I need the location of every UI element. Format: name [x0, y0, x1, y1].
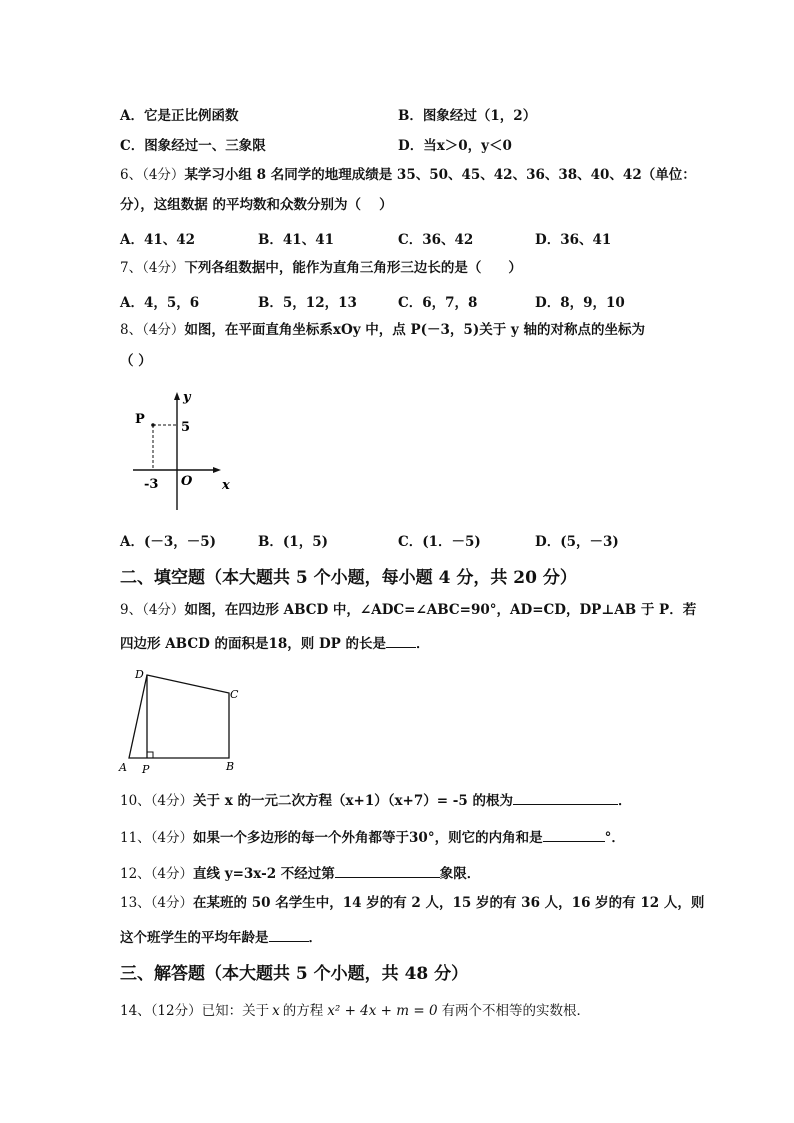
q7-option-c: C．6，7，8	[398, 295, 478, 311]
q13-line2	[120, 927, 322, 947]
q11-number: 11、	[120, 830, 151, 846]
q10-text: 关于 x 的一元二次方程（x+1）（x+7）= -5 的根为	[193, 793, 513, 809]
section-3-heading: 三、解答题（本大题共 5 个小题，共 48 分）	[120, 964, 469, 984]
point-p	[151, 423, 155, 427]
q9-answer-blank	[386, 633, 416, 648]
q12-line	[120, 863, 480, 883]
q7-option-a: A．4，5，6	[120, 295, 200, 311]
q9-end: ．	[416, 636, 430, 652]
q10-answer-blank	[513, 790, 618, 805]
q14-score: （12分）	[150, 1003, 202, 1019]
q7-text: 下列各组数据中，能作为直角三角形三边长的是（ ）	[184, 260, 522, 276]
q11-answer-blank	[543, 827, 605, 842]
q13-answer-blank	[269, 927, 309, 942]
section-2-heading: 二、填空题（本大题共 5 个小题，每小题 4 分，共 20 分）	[120, 568, 577, 588]
q9-line2	[120, 633, 430, 653]
label-a: A	[119, 761, 127, 774]
q7-score: （4分）	[142, 260, 185, 276]
q5-option-a: A．它是正比例函数	[120, 108, 239, 124]
q14-mid: 的方程	[282, 1003, 324, 1019]
q5-option-b: B．图象经过（1，2）	[398, 108, 537, 124]
q10-end: ．	[617, 793, 632, 809]
label-5: 5	[181, 420, 191, 435]
q13-text-2: 这个班学生的平均年龄是	[120, 930, 269, 946]
q8-option-c: C．(1．－5)	[398, 534, 481, 550]
label-c: C	[230, 688, 239, 701]
q6-line1	[120, 166, 696, 184]
q11-score: （4分）	[150, 830, 194, 846]
q7-line	[120, 259, 522, 277]
q12-number: 12、	[120, 866, 151, 882]
q8-number: 8、	[120, 322, 143, 338]
q14-post: 有两个不相等的实数根．	[441, 1003, 591, 1019]
q8-line2: （ ）	[120, 353, 152, 369]
q8-option-b: B．(1，5)	[258, 534, 328, 550]
q9-text-2: 四边形 ABCD 的面积是18，则 DP 的长是	[120, 636, 387, 652]
q13-line1	[120, 894, 704, 912]
q14-var: x	[272, 1003, 280, 1019]
q7-option-b: B．5，12，13	[258, 295, 357, 311]
q12-text: 直线 y=3x-2 不经过第	[193, 866, 335, 882]
q7-option-d: D．8，9，10	[535, 295, 625, 311]
q6-text: 某学习小组 8 名同学的地理成绩是 35、50、45、42、36、38、40、42（单位：	[184, 167, 696, 183]
q6-score: （4分）	[142, 167, 185, 183]
q6-option-a: A．41、42	[120, 232, 196, 248]
q12-answer-blank	[335, 863, 440, 878]
q13-score: （4分）	[150, 895, 194, 911]
q11-end: °．	[604, 830, 625, 846]
q6-option-b: B．41、41	[258, 232, 334, 248]
q7-number: 7、	[120, 260, 143, 276]
q9-quadrilateral-figure	[115, 662, 250, 777]
label-neg3: -3	[144, 477, 159, 492]
label-y: y	[183, 390, 191, 405]
q12-score: （4分）	[150, 866, 194, 882]
q14-equation: x² + 4x + m = 0	[327, 1003, 438, 1019]
q9-score: （4分）	[142, 602, 185, 618]
right-angle-mark-icon	[147, 752, 153, 758]
x-axis-arrow-icon	[213, 467, 221, 473]
label-x: x	[222, 478, 230, 493]
q8-score: （4分）	[142, 322, 185, 338]
q13-number: 13、	[120, 895, 151, 911]
q8-coordinate-figure	[125, 385, 245, 515]
q8-option-a: A．(－3，－5)	[120, 534, 217, 550]
q8-text: 如图，在平面直角坐标系xOy 中，点 P(－3，5)关于 y 轴的对称点的坐标为	[184, 322, 645, 338]
label-d: D	[135, 668, 144, 681]
q5-option-c: C．图象经过一、三象限	[120, 138, 266, 154]
q14-line	[120, 1002, 590, 1020]
label-o: O	[181, 474, 193, 489]
q6-line2: 分），这组数据 的平均数和众数分别为（ ）	[120, 197, 393, 213]
label-b: B	[226, 760, 235, 773]
y-axis-arrow-icon	[174, 392, 180, 400]
quadrilateral-abcd	[129, 675, 229, 758]
label-p: P	[135, 412, 145, 427]
q10-number: 10、	[120, 793, 151, 809]
q14-number: 14、	[120, 1003, 151, 1019]
q8-line1	[120, 321, 645, 339]
q6-option-d: D．36、41	[535, 232, 612, 248]
q9-text: 如图，在四边形 ABCD 中，∠ADC=∠ABC=90°，AD=CD，DP⊥AB 于 P．若	[184, 602, 697, 618]
q6-number: 6、	[120, 167, 143, 183]
q14-pre: 已知：关于	[201, 1003, 270, 1019]
q11-line	[120, 827, 625, 847]
q9-line1	[120, 601, 696, 619]
q5-option-d: D．当x＞0，y＜0	[398, 138, 512, 154]
q13-text: 在某班的 50 名学生中，14 岁的有 2 人，15 岁的有 36 人，16 岁的有 12 人，则	[193, 895, 705, 911]
q8-option-d: D．(5，－3)	[535, 534, 619, 550]
q13-end: ．	[308, 930, 322, 946]
q10-score: （4分）	[150, 793, 194, 809]
q10-line	[120, 790, 631, 810]
q11-text: 如果一个多边形的每一个外角都等于30°，则它的内角和是	[193, 830, 543, 846]
q9-number: 9、	[120, 602, 143, 618]
q6-option-c: C．36、42	[398, 232, 474, 248]
label-p: P	[142, 763, 150, 776]
q12-end: 象限．	[439, 866, 481, 882]
